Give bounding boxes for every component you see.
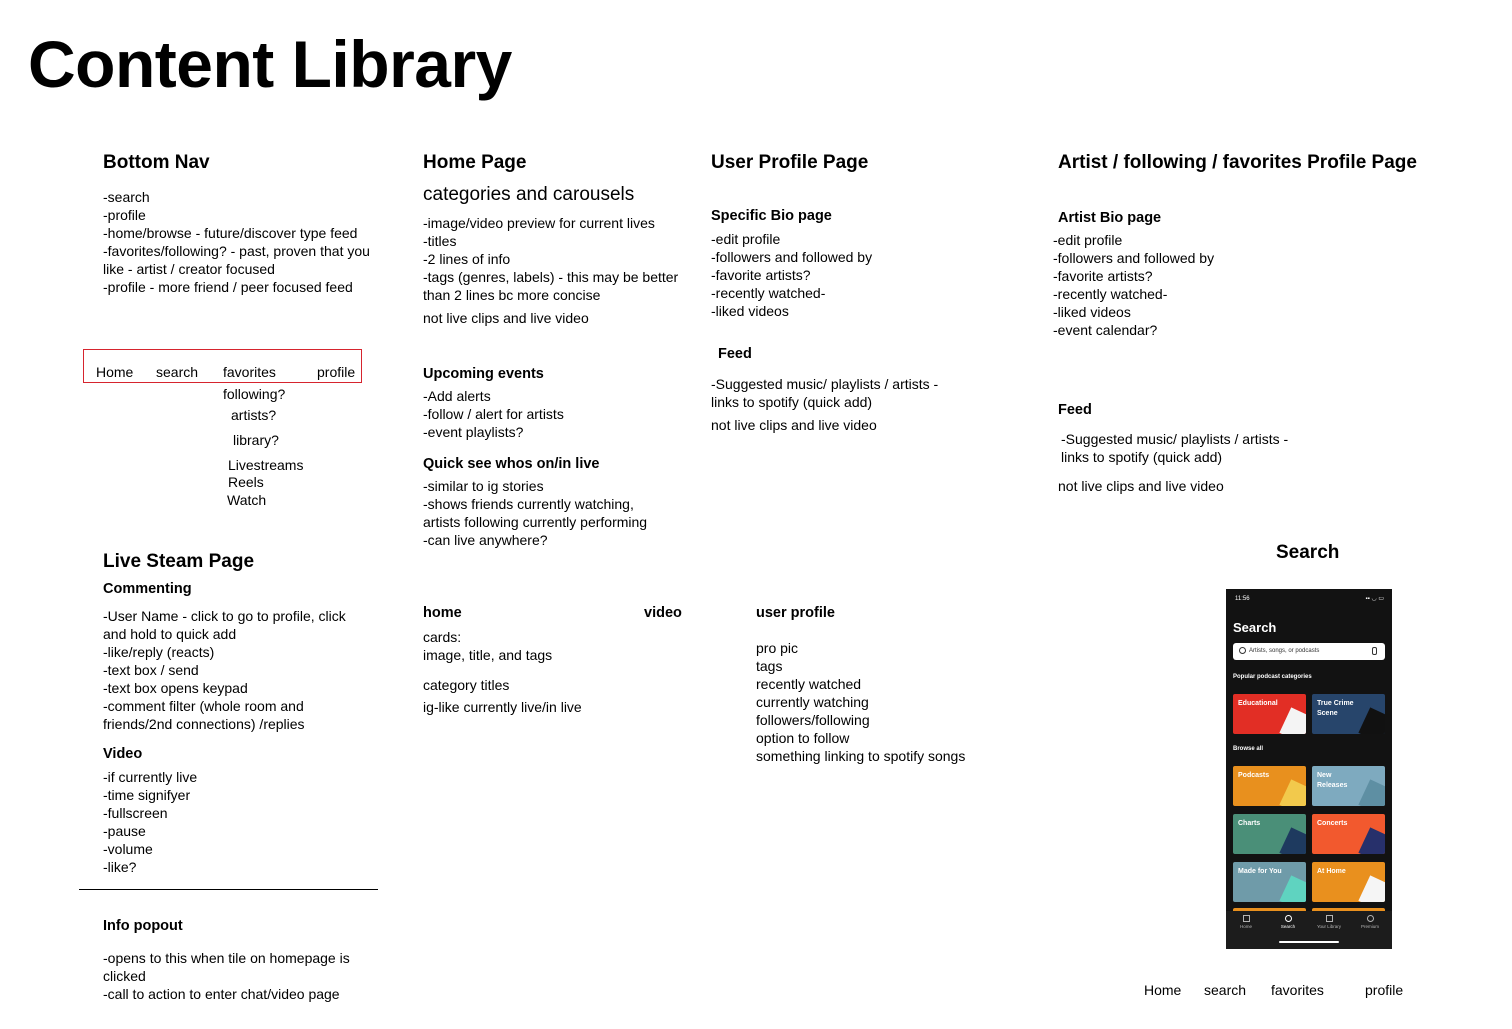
commenting-note: -text box opens keypad — [103, 680, 248, 696]
library-icon — [1326, 915, 1333, 922]
tile-new-releases[interactable] — [1312, 766, 1385, 806]
bottom-nav-note: -favorites/following? - past, proven that you like - artist / creator focused — [103, 243, 370, 277]
bio-item: -edit profile — [711, 231, 781, 247]
live-stream-heading: Live Steam Page — [103, 551, 255, 572]
user-profile-item: tags — [756, 658, 783, 674]
user-profile-note-live: not live clips and live video — [711, 417, 877, 433]
commenting-list — [103, 607, 365, 733]
favorites-note: following? — [223, 386, 286, 402]
phone-search-title: Search — [1233, 620, 1277, 635]
tile-label: At Home — [1317, 868, 1346, 875]
phone-nav-search[interactable] — [1268, 915, 1308, 930]
tile-label: Concerts — [1317, 820, 1348, 827]
search-icon — [1285, 915, 1292, 922]
user-profile-item: option to follow — [756, 730, 850, 746]
commenting-note: -comment filter (whole room and friends/2nd connections) /replies — [103, 698, 305, 732]
tile-label: Made for You — [1238, 868, 1282, 875]
tile-label: Charts — [1238, 820, 1261, 827]
home-page-list — [423, 214, 685, 304]
tile-concerts[interactable] — [1312, 814, 1385, 854]
video-note: -if currently live — [103, 769, 198, 785]
phone-nav-library[interactable] — [1309, 915, 1349, 930]
spotify-search-screenshot — [1226, 589, 1392, 949]
video-heading: Video — [103, 746, 143, 762]
search-heading: Search — [1276, 542, 1340, 563]
tile-artwork — [1358, 827, 1385, 854]
page-title: Content Library — [28, 27, 512, 101]
nav-search[interactable]: search — [156, 364, 199, 380]
bio-item: -followers and followed by — [711, 249, 873, 265]
tile-made-for-you[interactable] — [1233, 862, 1306, 902]
bottom-nav-note: -profile — [103, 207, 146, 223]
home-page-note-live: not live clips and live video — [423, 310, 589, 326]
user-profile-section-heading: user profile — [756, 605, 835, 621]
phone-bottom-nav — [1226, 911, 1392, 949]
home-page-subtitle: categories and carousels — [423, 184, 635, 205]
home-icon — [1243, 915, 1250, 922]
home-page-note: -image/video preview for current lives — [423, 215, 655, 231]
artist-feed-note: -Suggested music/ playlists / artists - links to spotify (quick add) — [1061, 431, 1289, 465]
ig-like-live: ig-like currently live/in live — [423, 699, 582, 715]
tile-educational[interactable] — [1233, 694, 1306, 734]
artist-bio-item: -favorite artists? — [1053, 268, 1153, 284]
tile-podcasts[interactable] — [1233, 766, 1306, 806]
upcoming-note: -Add alerts — [423, 388, 491, 404]
popular-categories-heading: Popular podcast categories — [1233, 674, 1312, 680]
phone-nav-label: Search — [1280, 924, 1296, 929]
tile-label: Educational — [1238, 700, 1278, 707]
spotify-icon — [1367, 915, 1374, 922]
quick-see-heading: Quick see whos on/in live — [423, 456, 600, 472]
bottom-nav-note: -home/browse - future/discover type feed — [103, 225, 358, 241]
search-nav-favorites[interactable]: favorites — [1271, 982, 1324, 998]
bottom-nav-notes — [103, 188, 373, 296]
upcoming-events-list — [423, 387, 564, 441]
user-feed-note: -Suggested music/ playlists / artists - links to spotify (quick add) — [711, 376, 939, 410]
favorites-extra: Watch — [227, 492, 267, 508]
bottom-nav-note: -profile - more friend / peer focused feed — [103, 279, 353, 295]
artist-bio-item: -recently watched- — [1053, 286, 1168, 302]
tile-artwork — [1279, 707, 1306, 734]
info-popout-list — [103, 949, 365, 1003]
bio-item: -liked videos — [711, 303, 789, 319]
tile-true-crime[interactable] — [1312, 694, 1385, 734]
commenting-note: -text box / send — [103, 662, 199, 678]
bottom-nav-heading: Bottom Nav — [103, 152, 210, 173]
favorites-extra: Reels — [228, 474, 264, 490]
commenting-note: -like/reply (reacts) — [103, 644, 215, 660]
tile-artwork — [1358, 707, 1385, 734]
home-indicator — [1279, 941, 1339, 943]
home-page-heading: Home Page — [423, 152, 527, 173]
user-profile-item: pro pic — [756, 640, 799, 656]
commenting-heading: Commenting — [103, 581, 192, 597]
bio-item: -recently watched- — [711, 285, 826, 301]
quick-see-list — [423, 477, 673, 549]
phone-search-input[interactable] — [1233, 643, 1385, 660]
search-nav-profile[interactable]: profile — [1365, 982, 1404, 998]
user-profile-item: recently watched — [756, 676, 862, 692]
bio-item: -favorite artists? — [711, 267, 811, 283]
video-note: -volume — [103, 841, 153, 857]
nav-home[interactable]: Home — [96, 364, 134, 380]
user-feed-heading: Feed — [718, 346, 752, 362]
bottom-nav-note: -search — [103, 189, 150, 205]
video-note: -fullscreen — [103, 805, 168, 821]
status-time: 11:56 — [1235, 596, 1250, 602]
upcoming-note: -event playlists? — [423, 424, 524, 440]
category-titles: category titles — [423, 677, 510, 693]
artist-feed-heading: Feed — [1058, 402, 1092, 418]
cards-label: cards: — [423, 629, 462, 645]
favorites-note: artists? — [231, 407, 277, 423]
microphone-icon[interactable] — [1372, 647, 1377, 655]
info-note: -call to action to enter chat/video page — [103, 986, 340, 1002]
video-note: -pause — [103, 823, 146, 839]
artist-bio-list — [1053, 231, 1214, 339]
tile-artwork — [1279, 875, 1306, 902]
phone-nav-label: Home — [1239, 924, 1252, 929]
specific-bio-heading: Specific Bio page — [711, 208, 832, 224]
nav-favorites[interactable]: favorites — [223, 364, 276, 380]
cards-desc: image, title, and tags — [423, 647, 553, 663]
artist-bio-item: -edit profile — [1053, 232, 1123, 248]
video-list — [103, 768, 197, 876]
divider — [79, 889, 378, 890]
tile-at-home[interactable] — [1312, 862, 1385, 902]
quick-note: -shows friends currently watching, artists following currently performing — [423, 496, 648, 530]
tile-label: New Releases — [1317, 772, 1348, 789]
search-nav-search[interactable]: search — [1204, 982, 1247, 998]
favorites-note: library? — [233, 432, 279, 448]
search-nav-home[interactable]: Home — [1144, 982, 1182, 998]
info-popout-heading: Info popout — [103, 918, 183, 934]
video-section-heading: video — [644, 605, 682, 621]
tile-artwork — [1358, 875, 1385, 902]
user-profile-item: currently watching — [756, 694, 869, 710]
user-profile-section-list — [756, 639, 965, 765]
artist-note-live: not live clips and live video — [1058, 478, 1224, 494]
artist-bio-item: -followers and followed by — [1053, 250, 1215, 266]
upcoming-note: -follow / alert for artists — [423, 406, 564, 422]
commenting-note: -User Name - click to go to profile, click and hold to quick add — [103, 608, 346, 642]
info-note: -opens to this when tile on homepage is clicked — [103, 950, 350, 984]
home-page-note: -titles — [423, 233, 457, 249]
artist-bio-heading: Artist Bio page — [1058, 210, 1162, 226]
tile-artwork — [1358, 779, 1385, 806]
tile-artwork — [1279, 779, 1306, 806]
user-profile-item: something linking to spotify songs — [756, 748, 966, 764]
tile-artwork — [1279, 827, 1306, 854]
phone-nav-label: Your Library — [1316, 924, 1342, 929]
video-note: -like? — [103, 859, 137, 875]
home-section-heading: home — [423, 605, 462, 621]
home-page-note: -tags (genres, labels) - this may be better than 2 lines bc more concise — [423, 269, 679, 303]
tile-label: True Crime Scene — [1317, 700, 1354, 717]
artist-page-heading: Artist / following / favorites Profile Page — [1058, 152, 1417, 173]
phone-search-placeholder: Artists, songs, or podcasts — [1249, 648, 1320, 654]
home-page-note: -2 lines of info — [423, 251, 511, 267]
tile-charts[interactable] — [1233, 814, 1306, 854]
status-icons: ▪▪ ◡ ▭ — [1365, 596, 1384, 602]
specific-bio-list — [711, 230, 872, 320]
quick-note: -can live anywhere? — [423, 532, 548, 548]
tile-label: Podcasts — [1238, 772, 1270, 779]
search-icon — [1239, 647, 1246, 654]
quick-note: -similar to ig stories — [423, 478, 544, 494]
phone-nav-premium[interactable] — [1350, 915, 1390, 930]
nav-profile[interactable]: profile — [317, 364, 356, 380]
phone-nav-home[interactable] — [1226, 915, 1266, 930]
browse-all-heading: Browse all — [1233, 746, 1264, 752]
artist-bio-item: -event calendar? — [1053, 322, 1158, 338]
upcoming-events-heading: Upcoming events — [423, 366, 544, 382]
user-profile-page-heading: User Profile Page — [711, 152, 869, 173]
artist-bio-item: -liked videos — [1053, 304, 1131, 320]
user-profile-item: followers/following — [756, 712, 870, 728]
phone-nav-label: Premium — [1360, 924, 1379, 929]
favorites-extra: Livestreams — [228, 457, 304, 473]
video-note: -time signifyer — [103, 787, 191, 803]
